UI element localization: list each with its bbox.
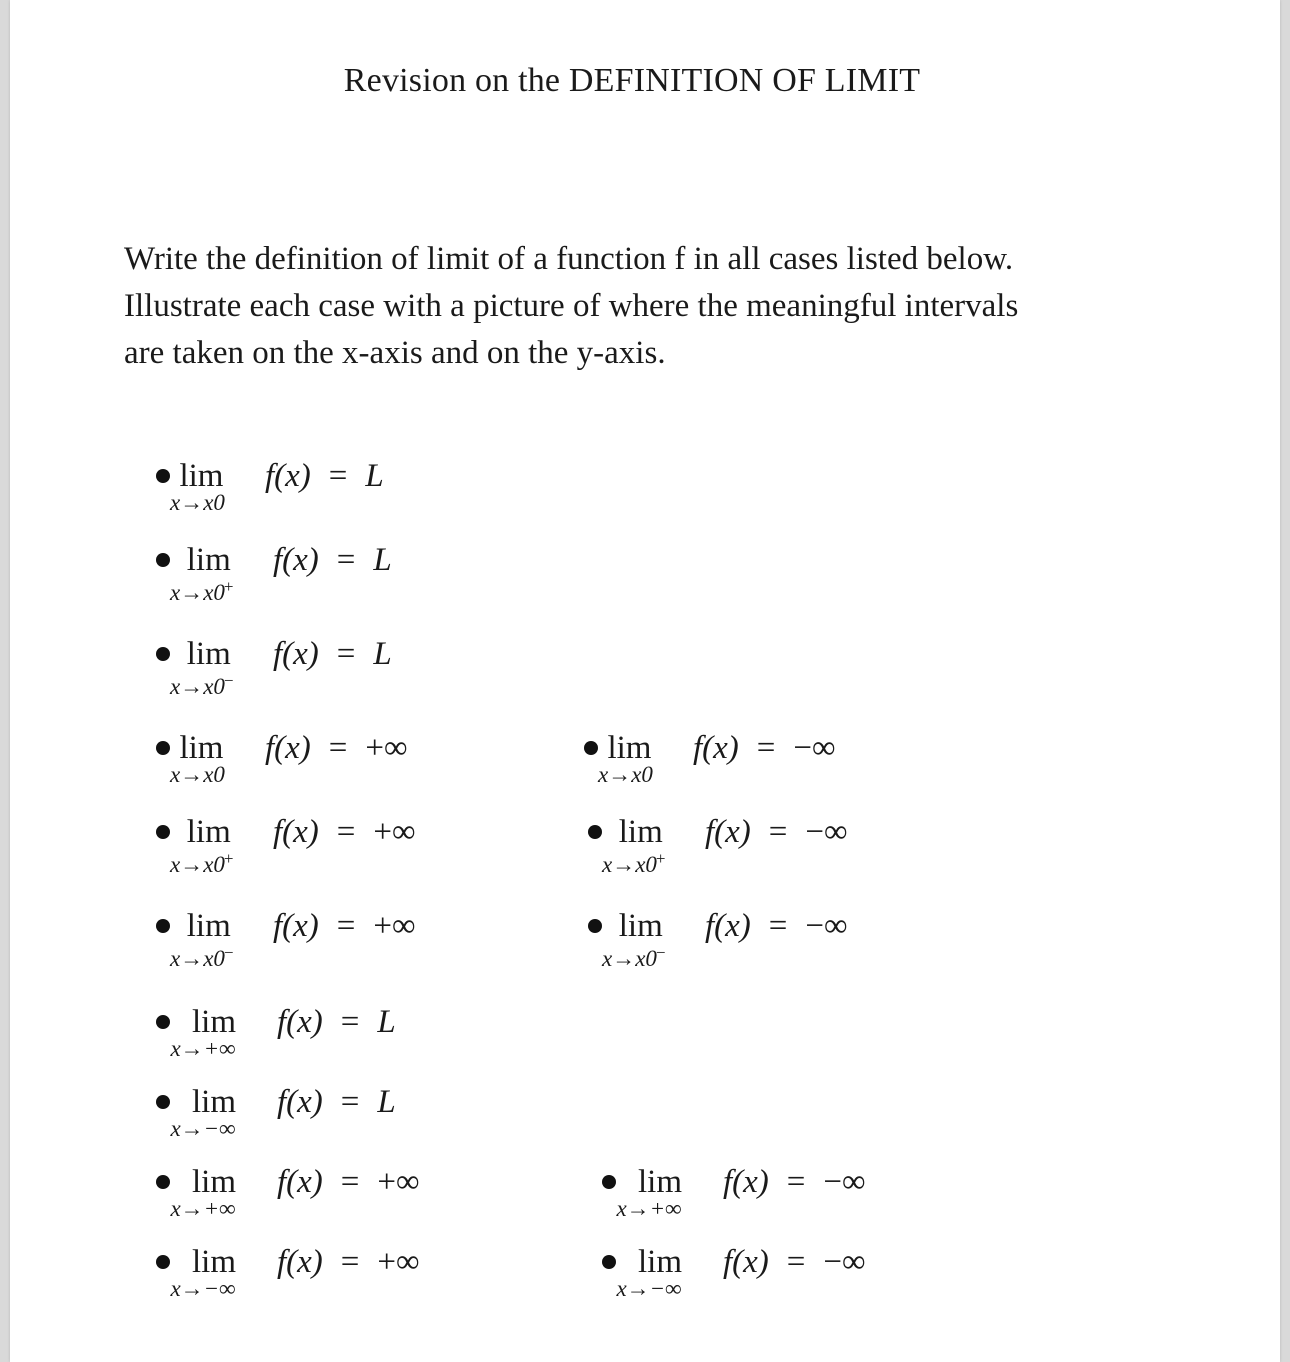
limit-item	[156, 540, 596, 610]
limit-expression	[705, 906, 848, 946]
instructions-paragraph	[124, 236, 1124, 377]
function-expr: f(x)	[273, 542, 319, 578]
bullet-icon	[156, 919, 170, 933]
equals-sign: =	[756, 730, 776, 766]
function-expr: f(x)	[277, 1004, 323, 1040]
bullet-icon	[156, 1015, 170, 1029]
lim-word: lim	[607, 730, 652, 766]
bullet-icon	[602, 1175, 616, 1189]
limit-expression	[273, 540, 392, 580]
equals-sign: =	[328, 458, 348, 494]
equals-sign: =	[768, 814, 788, 850]
limit-item	[156, 1162, 596, 1232]
bullet-icon	[588, 919, 602, 933]
limit-value: L	[377, 1004, 396, 1040]
bullet-icon	[156, 741, 170, 755]
limit-item	[602, 1162, 1042, 1232]
equals-sign: =	[328, 730, 348, 766]
side-superscript: −	[223, 943, 234, 962]
limit-subscript	[170, 670, 234, 698]
subscript-text: x→+∞	[170, 1196, 236, 1221]
lim-word: lim	[618, 814, 663, 850]
function-expr: f(x)	[273, 908, 319, 944]
limit-subscript	[170, 848, 234, 876]
limit-item	[156, 812, 596, 882]
limit-operator	[170, 540, 234, 605]
subscript-text: x→x0	[598, 762, 653, 787]
limit-item	[156, 1242, 596, 1312]
function-expr: f(x)	[723, 1244, 769, 1280]
limit-expression	[723, 1162, 866, 1202]
limit-item	[602, 1242, 1042, 1312]
function-expr: f(x)	[273, 814, 319, 850]
limit-subscript	[598, 764, 653, 786]
equals-sign: =	[336, 542, 356, 578]
limit-subscript	[170, 942, 234, 970]
function-expr: f(x)	[265, 458, 311, 494]
subscript-text: x→x0	[170, 946, 225, 971]
limit-operator	[616, 1242, 683, 1301]
limit-expression	[277, 1082, 396, 1122]
subscript-text: x→+∞	[616, 1196, 682, 1221]
bullet-icon	[602, 1255, 616, 1269]
bullet-icon	[588, 825, 602, 839]
bullet-icon	[156, 469, 170, 483]
function-expr: f(x)	[277, 1164, 323, 1200]
limit-value: +∞	[373, 814, 416, 850]
function-expr: f(x)	[273, 636, 319, 672]
instructions-line-3: are taken on the x-axis and on the y-axis.	[124, 335, 666, 371]
limit-operator	[170, 728, 225, 787]
bullet-icon	[156, 1175, 170, 1189]
limit-subscript	[170, 764, 225, 786]
lim-word: lim	[186, 814, 231, 850]
lim-word: lim	[192, 1164, 237, 1200]
subscript-text: x→x0	[170, 852, 225, 877]
equals-sign: =	[336, 814, 356, 850]
limit-expression	[693, 728, 836, 768]
subscript-text: x→x0	[170, 580, 225, 605]
lim-word: lim	[638, 1244, 683, 1280]
limit-expression	[273, 906, 416, 946]
side-superscript: +	[223, 577, 234, 596]
function-expr: f(x)	[265, 730, 311, 766]
subscript-text: x→x0	[602, 946, 657, 971]
function-expr: f(x)	[723, 1164, 769, 1200]
side-superscript: +	[223, 849, 234, 868]
limit-item	[156, 634, 596, 704]
lim-word: lim	[192, 1004, 237, 1040]
limit-expression	[723, 1242, 866, 1282]
limit-value: −∞	[805, 908, 848, 944]
limit-operator	[170, 634, 234, 699]
instructions-line-2: Illustrate each case with a picture of where the meaningful intervals	[124, 288, 1019, 324]
document-page	[10, 0, 1280, 1362]
bullet-icon	[156, 1095, 170, 1109]
limit-operator	[170, 1082, 237, 1141]
limit-expression	[265, 456, 384, 496]
equals-sign: =	[340, 1084, 360, 1120]
equals-sign: =	[340, 1164, 360, 1200]
function-expr: f(x)	[705, 814, 751, 850]
limit-subscript	[170, 1198, 236, 1220]
side-superscript: +	[655, 849, 666, 868]
limit-value: −∞	[823, 1164, 866, 1200]
equals-sign: =	[786, 1164, 806, 1200]
limit-operator	[602, 812, 666, 877]
limit-value: L	[373, 636, 392, 672]
limit-item	[588, 906, 1028, 976]
limit-subscript	[170, 576, 234, 604]
limit-expression	[265, 728, 408, 768]
limit-operator	[170, 1162, 237, 1221]
lim-word: lim	[186, 908, 231, 944]
limit-item	[156, 1082, 596, 1152]
subscript-text: x→−∞	[170, 1276, 236, 1301]
function-expr: f(x)	[693, 730, 739, 766]
limit-item	[156, 728, 596, 798]
side-superscript: −	[223, 671, 234, 690]
subscript-text: x→x0	[170, 762, 225, 787]
equals-sign: =	[786, 1244, 806, 1280]
limit-subscript	[170, 1278, 236, 1300]
limit-item	[156, 906, 596, 976]
limit-subscript	[602, 848, 666, 876]
lim-word: lim	[638, 1164, 683, 1200]
limit-expression	[705, 812, 848, 852]
limit-item	[584, 728, 1024, 798]
limit-operator	[616, 1162, 683, 1221]
page-title: Revision on the DEFINITION OF LIMIT	[343, 62, 921, 99]
subscript-text: x→x0	[602, 852, 657, 877]
limit-value: +∞	[373, 908, 416, 944]
limit-expression	[277, 1162, 420, 1202]
limit-value: +∞	[365, 730, 408, 766]
limit-expression	[277, 1242, 420, 1282]
function-expr: f(x)	[705, 908, 751, 944]
subscript-text: x→x0	[170, 674, 225, 699]
limit-value: +∞	[377, 1164, 420, 1200]
subscript-text: x→−∞	[616, 1276, 682, 1301]
limit-value: +∞	[377, 1244, 420, 1280]
lim-word: lim	[192, 1084, 237, 1120]
limit-expression	[273, 812, 416, 852]
lim-word: lim	[618, 908, 663, 944]
side-superscript: −	[655, 943, 666, 962]
equals-sign: =	[336, 636, 356, 672]
limit-item	[588, 812, 1028, 882]
limit-value: L	[377, 1084, 396, 1120]
limit-subscript	[170, 492, 225, 514]
limit-expression	[277, 1002, 396, 1042]
lim-word: lim	[179, 730, 224, 766]
equals-sign: =	[768, 908, 788, 944]
lim-word: lim	[192, 1244, 237, 1280]
limit-operator	[170, 1002, 237, 1061]
function-expr: f(x)	[277, 1244, 323, 1280]
equals-sign: =	[340, 1004, 360, 1040]
limit-subscript	[170, 1038, 236, 1060]
bullet-icon	[584, 741, 598, 755]
subscript-text: x→−∞	[170, 1116, 236, 1141]
equals-sign: =	[340, 1244, 360, 1280]
bullet-icon	[156, 647, 170, 661]
limit-subscript	[602, 942, 666, 970]
subscript-text: x→x0	[170, 490, 225, 515]
subscript-text: x→+∞	[170, 1036, 236, 1061]
limit-expression	[273, 634, 392, 674]
limit-item	[156, 456, 596, 526]
bullet-icon	[156, 1255, 170, 1269]
lim-word: lim	[186, 636, 231, 672]
limit-value: −∞	[805, 814, 848, 850]
limit-operator	[602, 906, 666, 971]
limit-subscript	[616, 1278, 682, 1300]
limit-subscript	[616, 1198, 682, 1220]
lim-word: lim	[186, 542, 231, 578]
bullet-icon	[156, 825, 170, 839]
instructions-line-1: Write the definition of limit of a function f in all cases listed below.	[124, 241, 1014, 277]
equals-sign: =	[336, 908, 356, 944]
bullet-icon	[156, 553, 170, 567]
limit-value: −∞	[793, 730, 836, 766]
limit-operator	[170, 456, 225, 515]
function-expr: f(x)	[277, 1084, 323, 1120]
limit-value: L	[373, 542, 392, 578]
limit-value: L	[365, 458, 384, 494]
limit-item	[156, 1002, 596, 1072]
limit-operator	[598, 728, 653, 787]
lim-word: lim	[179, 458, 224, 494]
limit-operator	[170, 812, 234, 877]
limit-operator	[170, 906, 234, 971]
limit-subscript	[170, 1118, 236, 1140]
limit-value: −∞	[823, 1244, 866, 1280]
limit-operator	[170, 1242, 237, 1301]
